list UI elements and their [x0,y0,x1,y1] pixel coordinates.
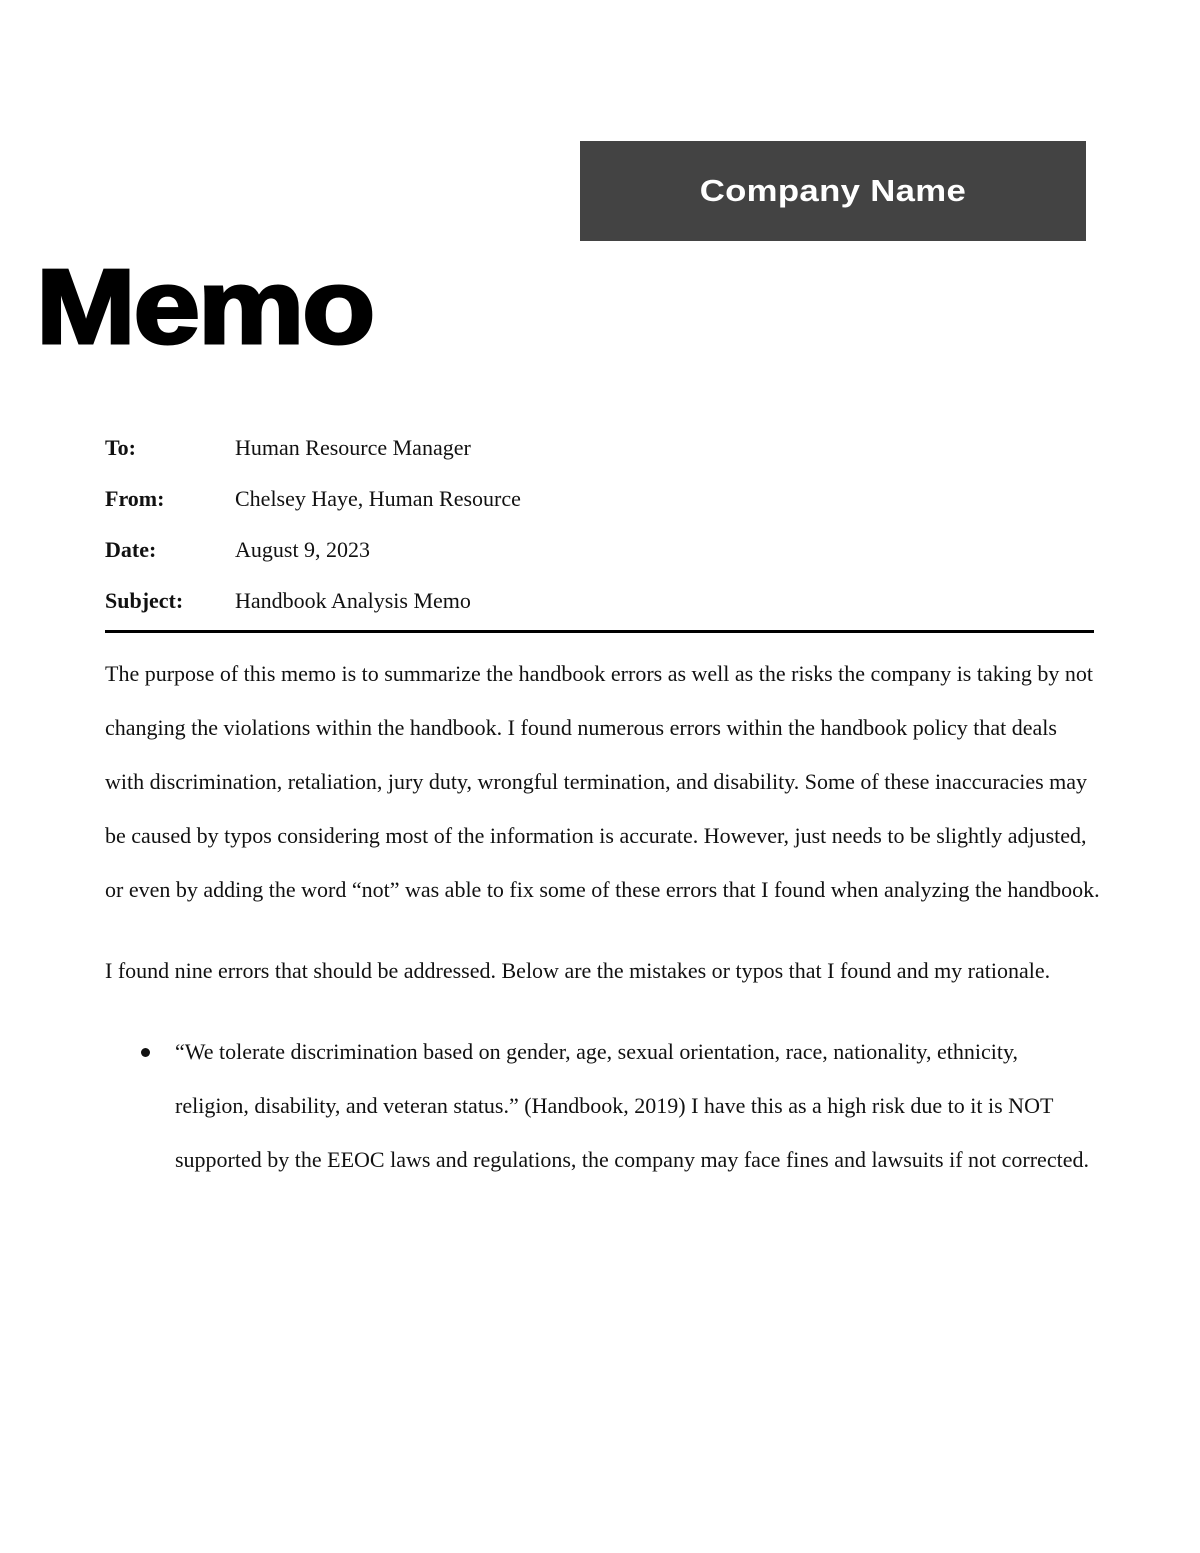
from-field [105,473,1095,524]
to-value: Human Resource Manager [235,434,471,460]
subject-field [105,575,1095,626]
to-label: To: [105,434,136,460]
list-item-text: “We tolerate discrimination based on gender, age, sexual orientation, race, nationality, ethnicity, religion, disability, and veteran status.” (Handbook, 2019) I have this as a high risk due to it is NOT supported by the EEOC laws and regulations, the company may face fines and lawsuits if not corrected. [175,1039,1089,1172]
from-label: From: [105,485,165,511]
subject-value: Handbook Analysis Memo [235,587,471,613]
memo-body [105,647,1100,1187]
from-value: Chelsey Haye, Human Resource [235,485,521,511]
date-label: Date: [105,536,157,562]
date-value: August 9, 2023 [235,536,371,562]
list-item [105,1025,1100,1187]
subject-label: Subject: [105,587,184,613]
memo-header-fields [105,422,1095,626]
header-divider [105,630,1094,633]
body-paragraph: The purpose of this memo is to summarize the handbook errors as well as the risks the company is taking by not changing the violations within the handbook. I found numerous errors within the handbook policy that deals with discrimination, retaliation, jury duty, wrongful termination, and disability. Some of these inaccuracies may be caused by typos considering most of the information is accurate. However, just needs to be slightly adjusted, or even by adding the word “not” was able to fix some of these errors that I found when analyzing the handbook. [105,661,1100,902]
body-paragraph: I found nine errors that should be addressed. Below are the mistakes or typos that I found and my rationale. [105,958,1051,983]
date-field [105,524,1095,575]
memo-title: Memo [36,248,374,366]
company-name-banner [580,141,1086,241]
to-field [105,422,1095,473]
error-list [105,1025,1100,1187]
company-name: Company Name [699,173,967,208]
bullet-icon [141,1048,150,1057]
